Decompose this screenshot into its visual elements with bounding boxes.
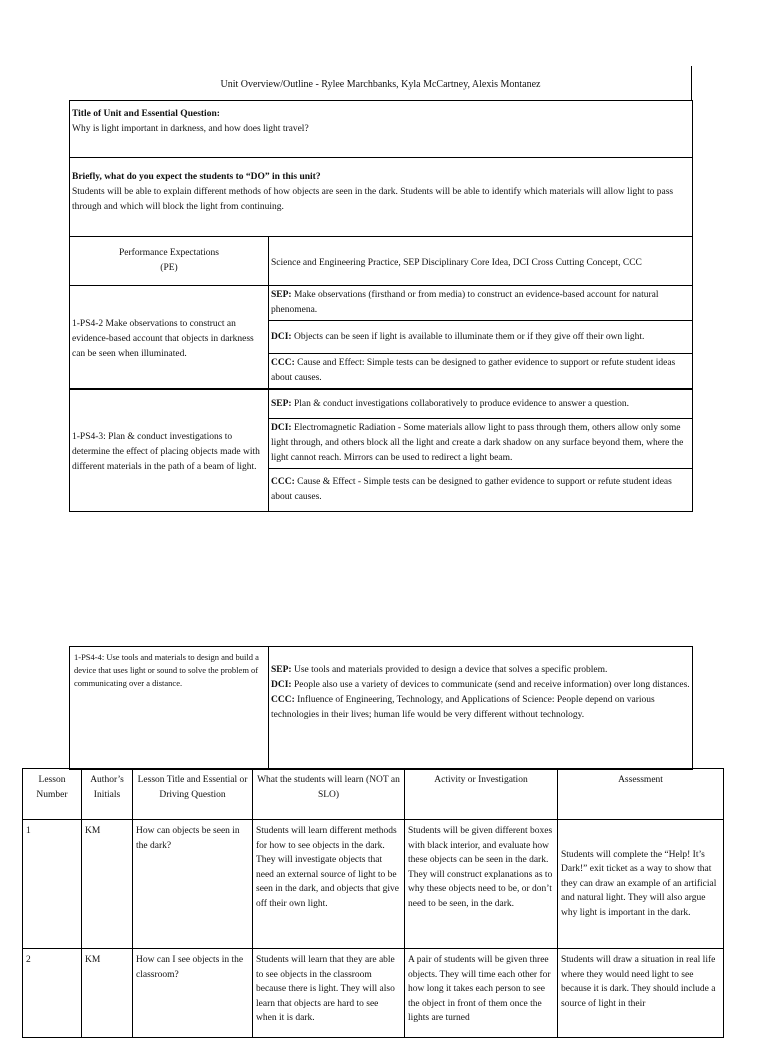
col-header-activity: Activity or Investigation (405, 769, 558, 820)
margin-line (691, 66, 692, 101)
standard-item (269, 321, 692, 354)
essential-question: Why is light important in darkness, and how does light travel? (72, 124, 309, 134)
standard-item (269, 469, 692, 512)
unit-title-row (70, 101, 693, 158)
assessment-text: Students will draw a situation in real life where they would need light to see because it is dark. They should include a source of light in their (558, 949, 724, 1038)
item-text: Influence of Engineering, Technology, and Applications of Science: People depend on various technologies in their lives; human life would be very different without technology. (271, 695, 655, 720)
author-initials: KM (82, 820, 133, 949)
lessons-table (22, 768, 724, 1038)
lesson-number: 2 (23, 949, 82, 1038)
pe-text: 1-PS4-4: Use tools and materials to design and build a device that uses light or sound to solve the problem of communicating over a distance. (70, 647, 269, 770)
item-label: DCI: (271, 331, 292, 342)
item-label: DCI: (271, 423, 292, 433)
lesson-title: How can objects be seen in the dark? (133, 820, 253, 949)
col-header-lesson-title: Lesson Title and Essential or Driving Question (133, 769, 253, 820)
standard-row (70, 389, 693, 512)
author-initials: KM (82, 949, 133, 1038)
lesson-number: 1 (23, 820, 82, 949)
item-label: SEP: (271, 665, 292, 675)
item-text: Cause & Effect - Simple tests can be designed to gather evidence to support or refute student ideas about causes. (271, 477, 672, 502)
lesson-title: How can I see objects in the classroom? (133, 949, 253, 1038)
standards-header-row (70, 237, 693, 286)
col-header-learn: What the students will learn (NOT an SLO) (253, 769, 405, 820)
standard-3-table (69, 646, 693, 770)
assessment-text: Students will complete the “Help! It’s Dark!” exit ticket as a way to show that they can draw an example of an artificial and natural light. They will also argue why light is important in the dark. (558, 820, 724, 949)
item-text: People also use a variety of devices to communicate (send and receive information) over long distances. (291, 680, 690, 690)
lessons-header-row (23, 769, 724, 820)
unit-do-label: Briefly, what do you expect the students to “DO” in this unit? (72, 172, 321, 182)
document-header: Unit Overview/Outline - Rylee Marchbanks, Kyla McCartney, Alexis Montanez (220, 79, 541, 90)
table-row (23, 820, 724, 949)
col-header-lesson-number: Lesson Number (23, 769, 82, 820)
standard-item (271, 663, 690, 678)
standard-row (70, 286, 693, 390)
item-label: DCI: (271, 680, 292, 690)
unit-do-text: Students will be able to explain different methods of how objects are seen in the dark. Students will be able to identify which materials will allow light to pass through and which will block the light from continuing. (72, 187, 674, 212)
item-text: Cause and Effect: Simple tests can be designed to gather evidence to support or refute student ideas about causes. (271, 358, 676, 383)
item-label: CCC: (271, 695, 295, 705)
unit-overview-table (69, 100, 693, 512)
item-label: CCC: (271, 477, 295, 487)
standard-item (269, 390, 692, 419)
pe-text: 1-PS4-2 Make observations to construct an evidence-based account that objects in darkness can be seen when illuminated. (70, 286, 269, 390)
practices-header: Science and Engineering Practice, SEP Disciplinary Core Idea, DCI Cross Cutting Concept, CCC (269, 237, 693, 286)
activity-text: Students will be given different boxes with black interior, and evaluate how these objects can be seen in the dark. They will construct explanations as to why these objects need to be, or don’t need to be seen, in the dark. (405, 820, 558, 949)
activity-text: A pair of students will be given three objects. They will time each other for how long it takes each person to see the object in front of them once the lights are turned (405, 949, 558, 1038)
table-row (23, 949, 724, 1038)
unit-do-row (70, 158, 693, 237)
pe-header: Performance Expectations (PE) (70, 237, 269, 286)
col-header-assessment: Assessment (558, 769, 724, 820)
item-text: Use tools and materials provided to design a device that solves a specific problem. (291, 665, 608, 675)
item-text: Electromagnetic Radiation - Some materials allow light to pass through them, others allow only some light through, and others block all the light and create a dark shadow on any surface beyond them, where the light cannot reach. Mirrors can be used to redirect a light beam. (271, 423, 684, 463)
item-text: Make observations (firsthand or from media) to construct an evidence-based account for natural phenomena. (271, 290, 659, 315)
unit-title-label: Title of Unit and Essential Question: (72, 109, 220, 119)
learn-text: Students will learn different methods for how to see objects in the dark. They will investigate objects that need an external source of light to be seen in the dark, and objects that give off their own light. (253, 820, 405, 949)
standard-item (269, 354, 692, 389)
learn-text: Students will learn that they are able to see objects in the classroom because there is light. They will also learn that objects are hard to see when it is dark. (253, 949, 405, 1038)
standard-item (269, 286, 692, 321)
item-label: CCC: (271, 358, 295, 368)
standard-item (271, 693, 690, 723)
pe-text: 1-PS4-3: Plan & conduct investigations to determine the effect of placing objects made with different materials in the path of a beam of light. (70, 389, 269, 512)
item-label: SEP: (271, 290, 292, 300)
standard-item (271, 678, 690, 693)
item-label: SEP: (271, 398, 292, 409)
standard-item (269, 419, 692, 469)
col-header-author: Author’s Initials (82, 769, 133, 820)
item-text: Plan & conduct investigations collaboratively to produce evidence to answer a question. (291, 398, 630, 409)
standard-row (70, 647, 693, 770)
item-text: Objects can be seen if light is available to illuminate them or if they give off their own light. (291, 331, 645, 342)
